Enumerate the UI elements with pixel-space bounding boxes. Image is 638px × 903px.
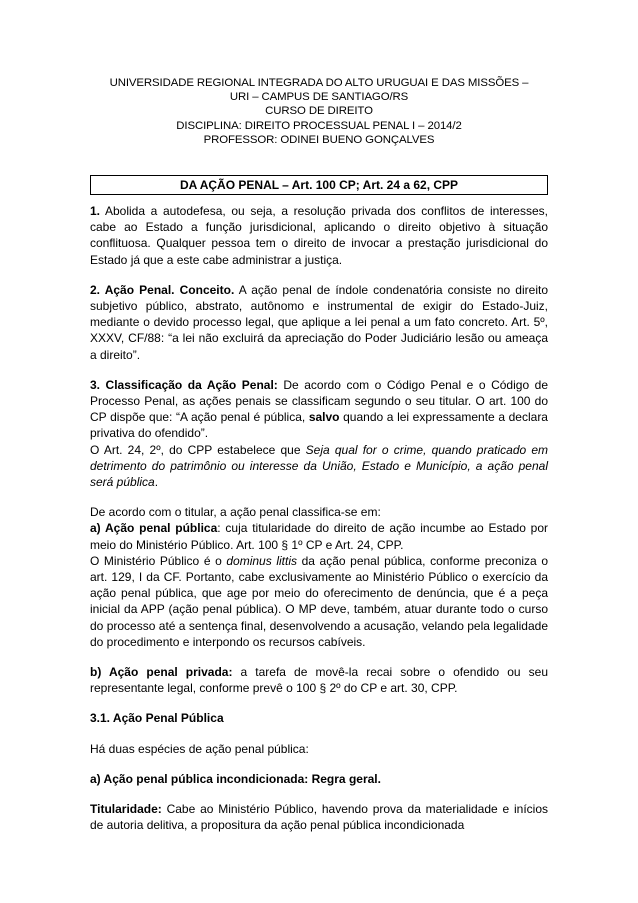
subsection-heading-incondicionada: a) Ação penal pública incondicionada: Regra geral.	[90, 771, 381, 786]
paragraph-text: O Art. 24, 2º, do CPP estabelece que	[90, 442, 306, 457]
paragraph-text: Abolida a autodefesa, ou seja, a resolução privada dos conflitos de interesses, cabe ao Estado a função jurisdicional, aplicando o direito objetivo à situação conflituosa. Qualquer pessoa tem o direito de invocar a prestação jurisdicional do Estado já que a este cabe administrar a justiça.	[90, 204, 548, 267]
paragraph-text: : cuja titularidade do direito de ação incumbe ao Estado por meio do Ministério Público. Art. 100 § 1º CP e Art. 24, CPP.	[90, 521, 549, 552]
paragraph-text: Cabe ao Ministério Público, havendo prova da materialidade e inícios de autoria delitiva, a propositura da ação penal pública incondicionada	[90, 802, 548, 833]
paragraph-text: O Ministério Público é o	[90, 553, 227, 568]
paragraph-text: quando a lei expressamente a declara privativa do ofendido”.	[90, 410, 548, 441]
document-title: DA AÇÃO PENAL – Art. 100 CP; Art. 24 a 62, CPP	[179, 178, 459, 192]
section-heading: 2. Ação Penal. Conceito.	[90, 282, 235, 297]
paragraph-text: A ação penal de índole condenatória consiste no direito subjetivo público, abstrato, autônomo e instrumental de exigir do Estado-Juiz, mediante o devido processo legal, que aplique a lei penal a um fato concreto. Art. 5º, XXXV, CF/88: “a lei não excluirá da apreciação do Poder Judiciário lesão ou ameaça a direito”.	[90, 282, 548, 362]
emphasis-salvo: salvo	[308, 410, 340, 425]
document-body	[90, 203, 548, 834]
paragraph-4	[90, 504, 548, 650]
header-course: CURSO DE DIREITO	[265, 105, 373, 118]
paragraph-text: De acordo com o titular, a ação penal classifica-se em:	[90, 505, 381, 520]
paragraph-number: 1.	[90, 204, 101, 218]
paragraph-text: da ação penal pública, conforme preconiza o art. 129, I da CF. Portanto, cabe exclusivamente ao Ministério Público o exercício da ação penal pública, que age por meio do oferecimento de denúncia, que é a peça inicial da APP (ação penal pública). O MP deve, também, atuar durante todo o curso do processo até a sentença final, desenvolvendo a acusação, velando pela legalidade do procedimento e interpondo os recursos cabíveis.	[90, 553, 548, 649]
paragraph-3	[90, 377, 548, 490]
paragraph-text: De acordo com o Código Penal e o Código de Processo Penal, as ações penais se classificam segundo o seu titular. O art. 100 do CP dispõe que: “A ação penal é pública,	[90, 377, 549, 425]
header-campus: URI – CAMPUS DE SANTIAGO/RS	[229, 91, 409, 104]
paragraph-9	[90, 801, 548, 833]
paragraph-text: .	[154, 475, 159, 490]
latin-term: dominus littis	[226, 553, 297, 568]
quoted-law-text: Seja qual for o crime, quando praticado em detrimento do patrimônio ou interesse da União, Estado e Município, a ação penal será pública	[90, 442, 549, 490]
paragraph-5	[90, 664, 548, 696]
subsection-heading: b) Ação penal privada:	[90, 665, 233, 680]
paragraph-7: Há duas espécies de ação penal pública:	[90, 741, 309, 756]
subsection-heading: a) Ação penal pública	[90, 521, 218, 536]
header-discipline: DISCIPLINA: DIREITO PROCESSUAL PENAL I – 2014/2	[176, 119, 462, 132]
document-header	[90, 76, 548, 147]
title-box	[90, 175, 548, 195]
header-professor: PROFESSOR: ODINEI BUENO GONÇALVES	[203, 133, 435, 146]
section-heading-3-1: 3.1. Ação Penal Pública	[90, 711, 224, 726]
subsection-heading: Titularidade:	[90, 802, 162, 817]
section-heading: 3. Classificação da Ação Penal:	[90, 377, 278, 392]
paragraph-1	[90, 203, 548, 268]
header-university: UNIVERSIDADE REGIONAL INTEGRADA DO ALTO URUGUAI E DAS MISSÕES –	[109, 77, 529, 89]
paragraph-2	[90, 282, 548, 363]
paragraph-text: a tarefa de movê-la recai sobre o ofendido ou seu representante legal, conforme prevê o 100 § 2º do CP e art. 30, CPP.	[90, 665, 549, 696]
